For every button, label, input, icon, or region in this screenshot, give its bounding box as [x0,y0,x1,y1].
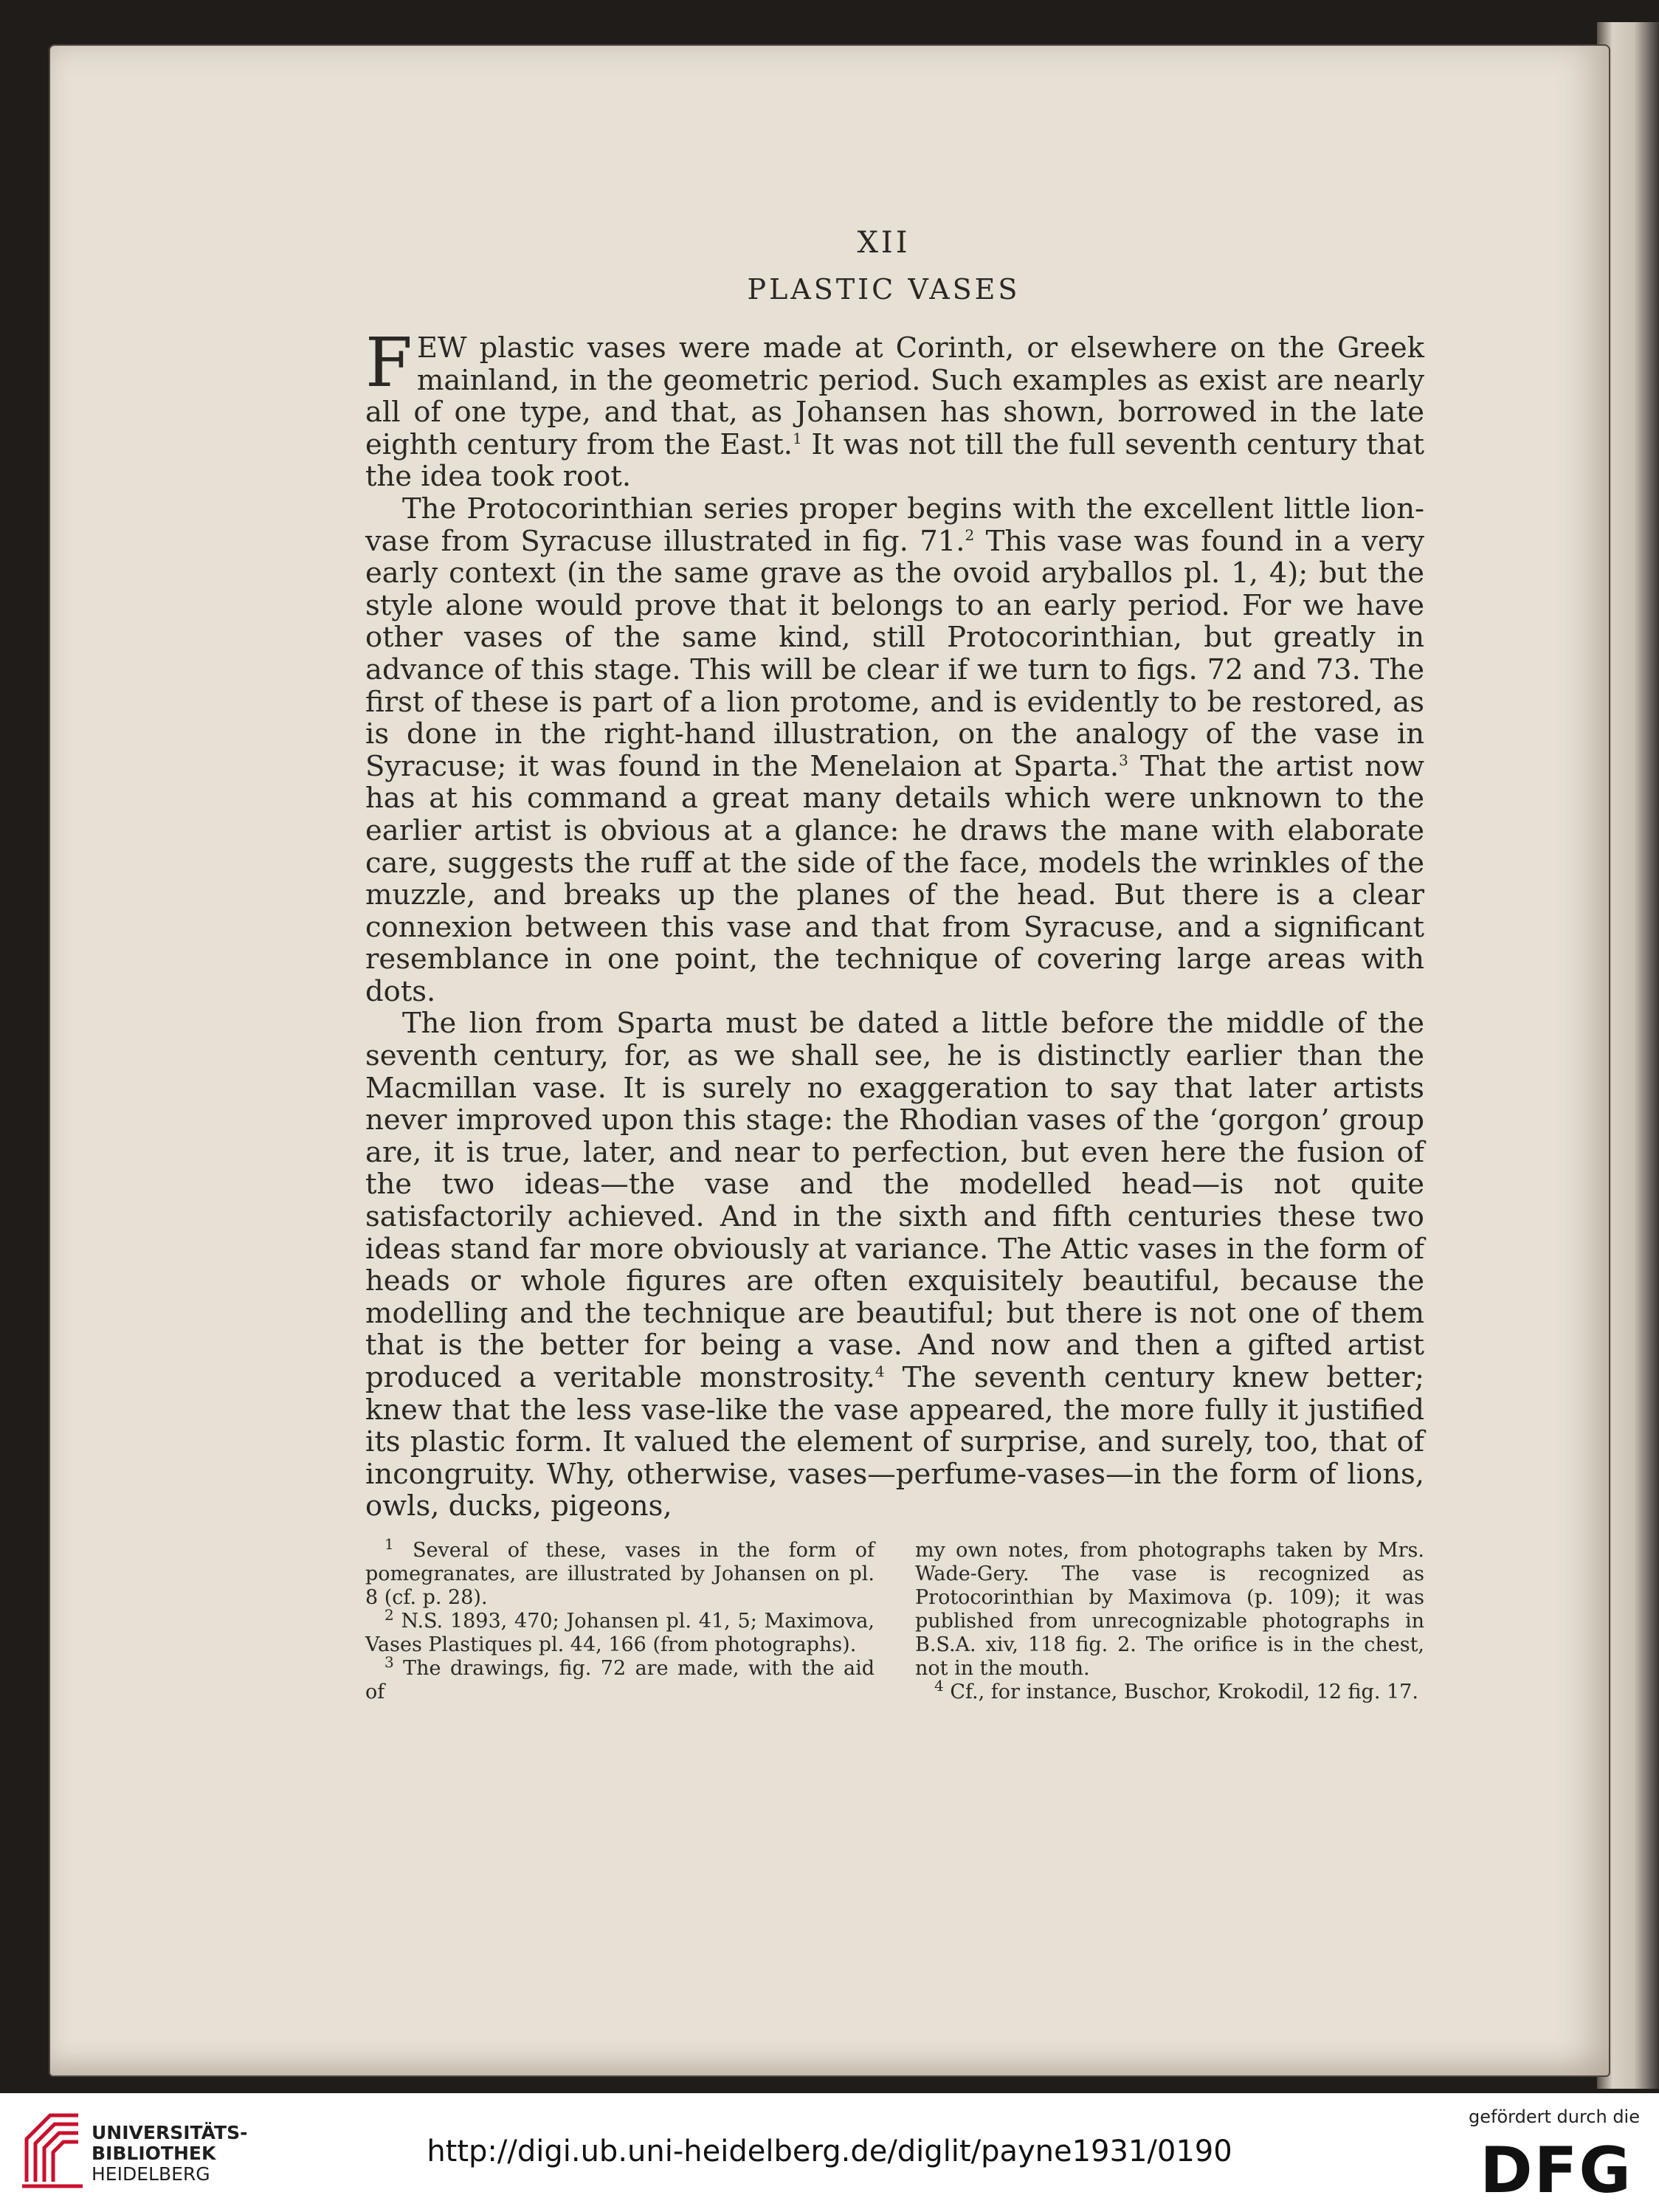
footnote-continued [915,1539,1424,1681]
footnotes-left-column [365,1534,875,1704]
viewer-footer [0,2093,1659,2212]
paragraph-3 [365,1007,1424,1523]
institution-line: HEIDELBERG [92,2163,210,2185]
footnote-number: 4 [934,1676,944,1695]
footnote-number: 3 [384,1653,394,1671]
chapter-title: PLASTIC VASES [747,273,1021,306]
paragraph-2 [365,493,1424,1008]
permalink [0,2135,1659,2168]
footnote-number: 1 [384,1534,394,1553]
dfg-logo[interactable]: DFG [1480,2134,1632,2208]
footnote-text: Several of these, vases in the form of pomegranates, are illustrated by Johansen on pl. 8 (cf. p. 28). [365,1538,875,1609]
paragraph-text: The Protocorinthian series proper begins with the excellent little lion-vase from Syracuse illustrated in fig. 71. [365,492,1424,558]
paragraph-text: It was not till the full seventh century that the idea took root. [365,427,1424,494]
chapter-number: XII [857,226,911,260]
footnote-ref[interactable]: 3 [1119,751,1128,769]
paragraph-text: EW plastic vases were made at Corinth, or elsewhere on the Greek mainland, in the geometric period. Such examples as exist are nearly all of one type, and that, as Johansen has shown, borrowed in the late eighth century from the East. [365,331,1424,461]
footnotes-right-column [915,1539,1424,1704]
footnote-text: Cf., for instance, Buschor, Krokodil, 12 fig. 17. [943,1680,1418,1703]
footnote-ref[interactable]: 2 [965,526,975,544]
paragraph-text: This vase was found in a very early context (in the same grave as the ovoid aryballos pl. 1, 4); but the style alone would prove that it belongs to an early period. For we have other vases of the same kind, still Protocorinthian, but greatly in advance of this stage. This will be clear if we turn to figs. 72 and 73. The first of these is part of a lion protome, and is evidently to be restored, as is done in the right-hand illustration, on the analogy of the vase in Syracuse; it was found in the Menelaion at Sparta. [365,524,1424,783]
paragraph-text: That the artist now has at his command a great many details which were unknown to the earlier artist is obvious at a glance: he draws the mane with elaborate care, suggests the ruff at the side of the face, models the wrinkles of the muzzle, and breaks up the planes of the head. But there is a clear connexion between this vase and that from Syracuse, and a significant resemblance in one point, the technique of covering large areas with dots. [365,749,1424,1008]
institution-line: UNIVERSITÄTS- [92,2122,248,2143]
footnote-ref[interactable]: 1 [792,429,802,447]
footnotes [365,1534,1424,1704]
footnote-number: 2 [384,1605,394,1624]
paragraph-1 [365,323,1424,494]
funding-caption: gefördert durch die [1469,2106,1640,2127]
footnote [365,1605,875,1657]
permalink-url[interactable]: http://digi.ub.uni-heidelberg.de/diglit/payne1931/0190 [427,2135,1232,2168]
footnote [365,1653,875,1704]
paragraph-text: The seventh century knew better; knew that the less vase-like the vase appeared, the more fully it justified its plastic form. It valued the element of surprise, and surely, too, that of incongruity. Why, otherwise, vases—perfume-vases—in the form of lions, owls, ducks, pigeons, [365,1361,1424,1523]
footnote-ref[interactable]: 4 [875,1362,885,1381]
footnote [365,1534,875,1610]
page-content [365,221,1424,1704]
paragraph-text: The lion from Sparta must be dated a little before the middle of the seventh century, for, as we shall see, he is distinctly earlier than the Macmillan vase. It is surely no exaggeration to say that later artists never improved upon this stage: the Rhodian vases of the ‘gorgon’ group are, it is true, later, and near to perfection, but even here the fusion of the two ideas—the vase and the modelled head—is not quite satisfactorily achieved. And in the sixth and fifth centuries these two ideas stand far more obviously at variance. The Attic vases in the form of heads or whole figures are often exquisitely beautiful, because the modelling and the technique are beautiful; but there is not one of them that is the better for being a vase. And now and then a gifted artist produced a veritable monstrosity. [365,1007,1424,1394]
footnote-text: N.S. 1893, 470; Johansen pl. 41, 5; Maximova, Vases Plastiques pl. 44, 166 (from photographs). [365,1609,875,1656]
footnote [915,1676,1424,1704]
drop-cap: F [365,323,413,402]
body-text [365,323,1424,1523]
footnote-text: my own notes, from photographs taken by Mrs. Wade-Gery. The vase is recognized as Protocorinthian by Maximova (p. 109); it was published from unrecognizable photographs in B.S.A. xiv, 118 fig. 2. The orifice is in the chest, not in the mouth. [915,1538,1424,1680]
footnote-text: The drawings, fig. 72 are made, with the aid of [365,1656,875,1703]
institution-line: BIBLIOTHEK [92,2143,216,2164]
